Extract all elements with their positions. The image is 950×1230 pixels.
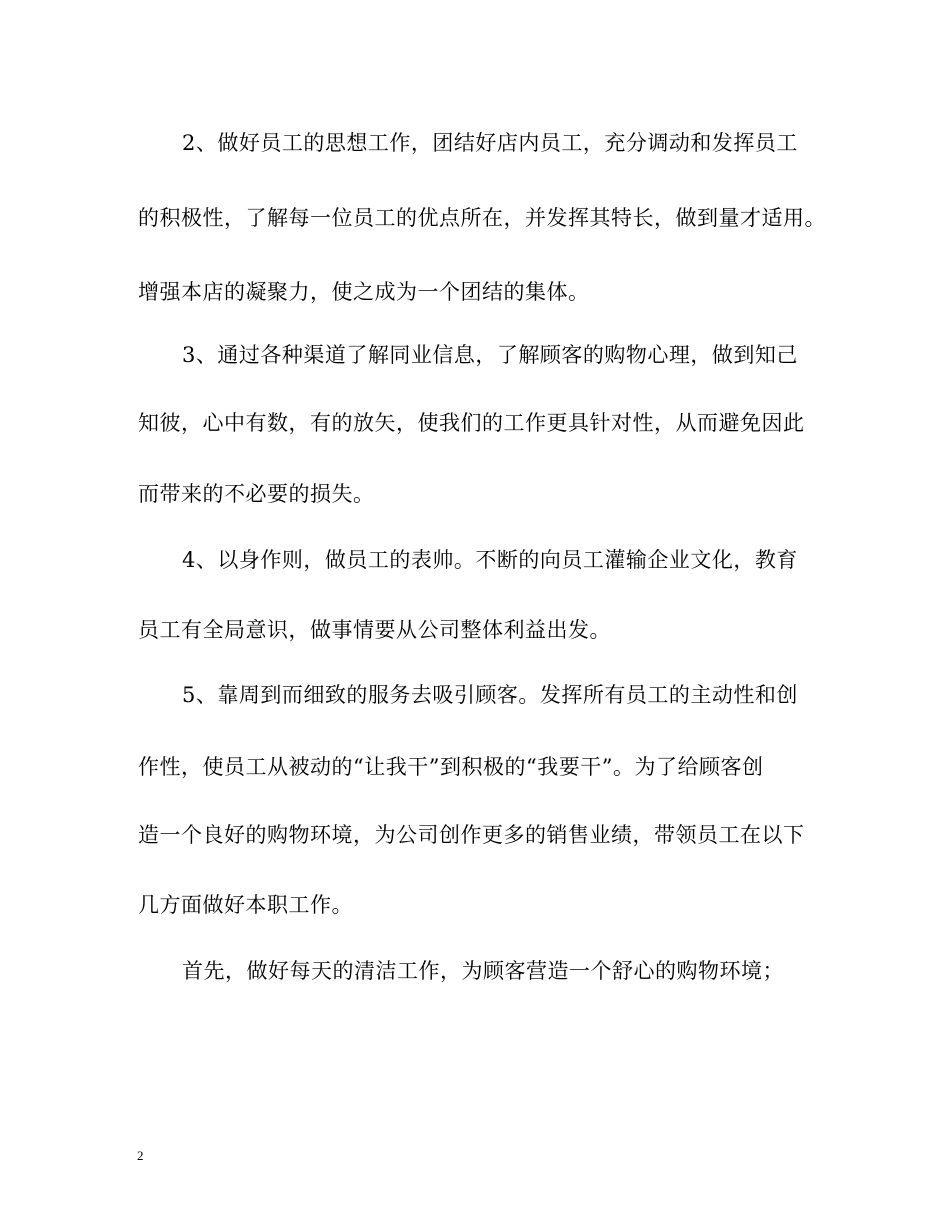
paragraph-6-line-1: 首先，做好每天的清洁工作，为顾客营造一个舒心的购物环境； [182, 959, 784, 983]
paragraph-5-line-3: 造一个良好的购物环境，为公司创作更多的销售业绩，带领员工在以下 [138, 823, 805, 847]
paragraph-5-line-2: 作性，使员工从被动的“让我干”到积极的“我要干”。为了给顾客创 [138, 755, 764, 779]
page-number: 2 [137, 1148, 144, 1163]
paragraph-3-line-2: 知彼，心中有数，有的放矢，使我们的工作更具针对性，从而避免因此 [138, 411, 805, 435]
paragraph-4-line-1: 4、以身作则，做员工的表帅。不断的向员工灌输企业文化，教育 [182, 548, 798, 572]
paragraph-3-line-1: 3、通过各种渠道了解同业信息，了解顾客的购物心理，做到知己 [182, 343, 798, 367]
paragraph-2-line-3: 增强本店的凝聚力，使之成为一个团结的集体。 [138, 280, 590, 304]
paragraph-2-line-2: 的积极性，了解每一位员工的优点所在，并发挥其特长，做到量才适用。 [138, 206, 826, 230]
paragraph-2-line-1: 2、做好员工的思想工作，团结好店内员工，充分调动和发挥员工 [182, 131, 798, 155]
paragraph-5-line-1: 5、靠周到而细致的服务去吸引顾客。发挥所有员工的主动性和创 [182, 683, 798, 707]
paragraph-4-line-2: 员工有全局意识，做事情要从公司整体利益出发。 [138, 618, 611, 642]
paragraph-3-line-3: 而带来的不必要的损失。 [138, 482, 375, 506]
paragraph-5-line-4: 几方面做好本职工作。 [138, 893, 353, 917]
